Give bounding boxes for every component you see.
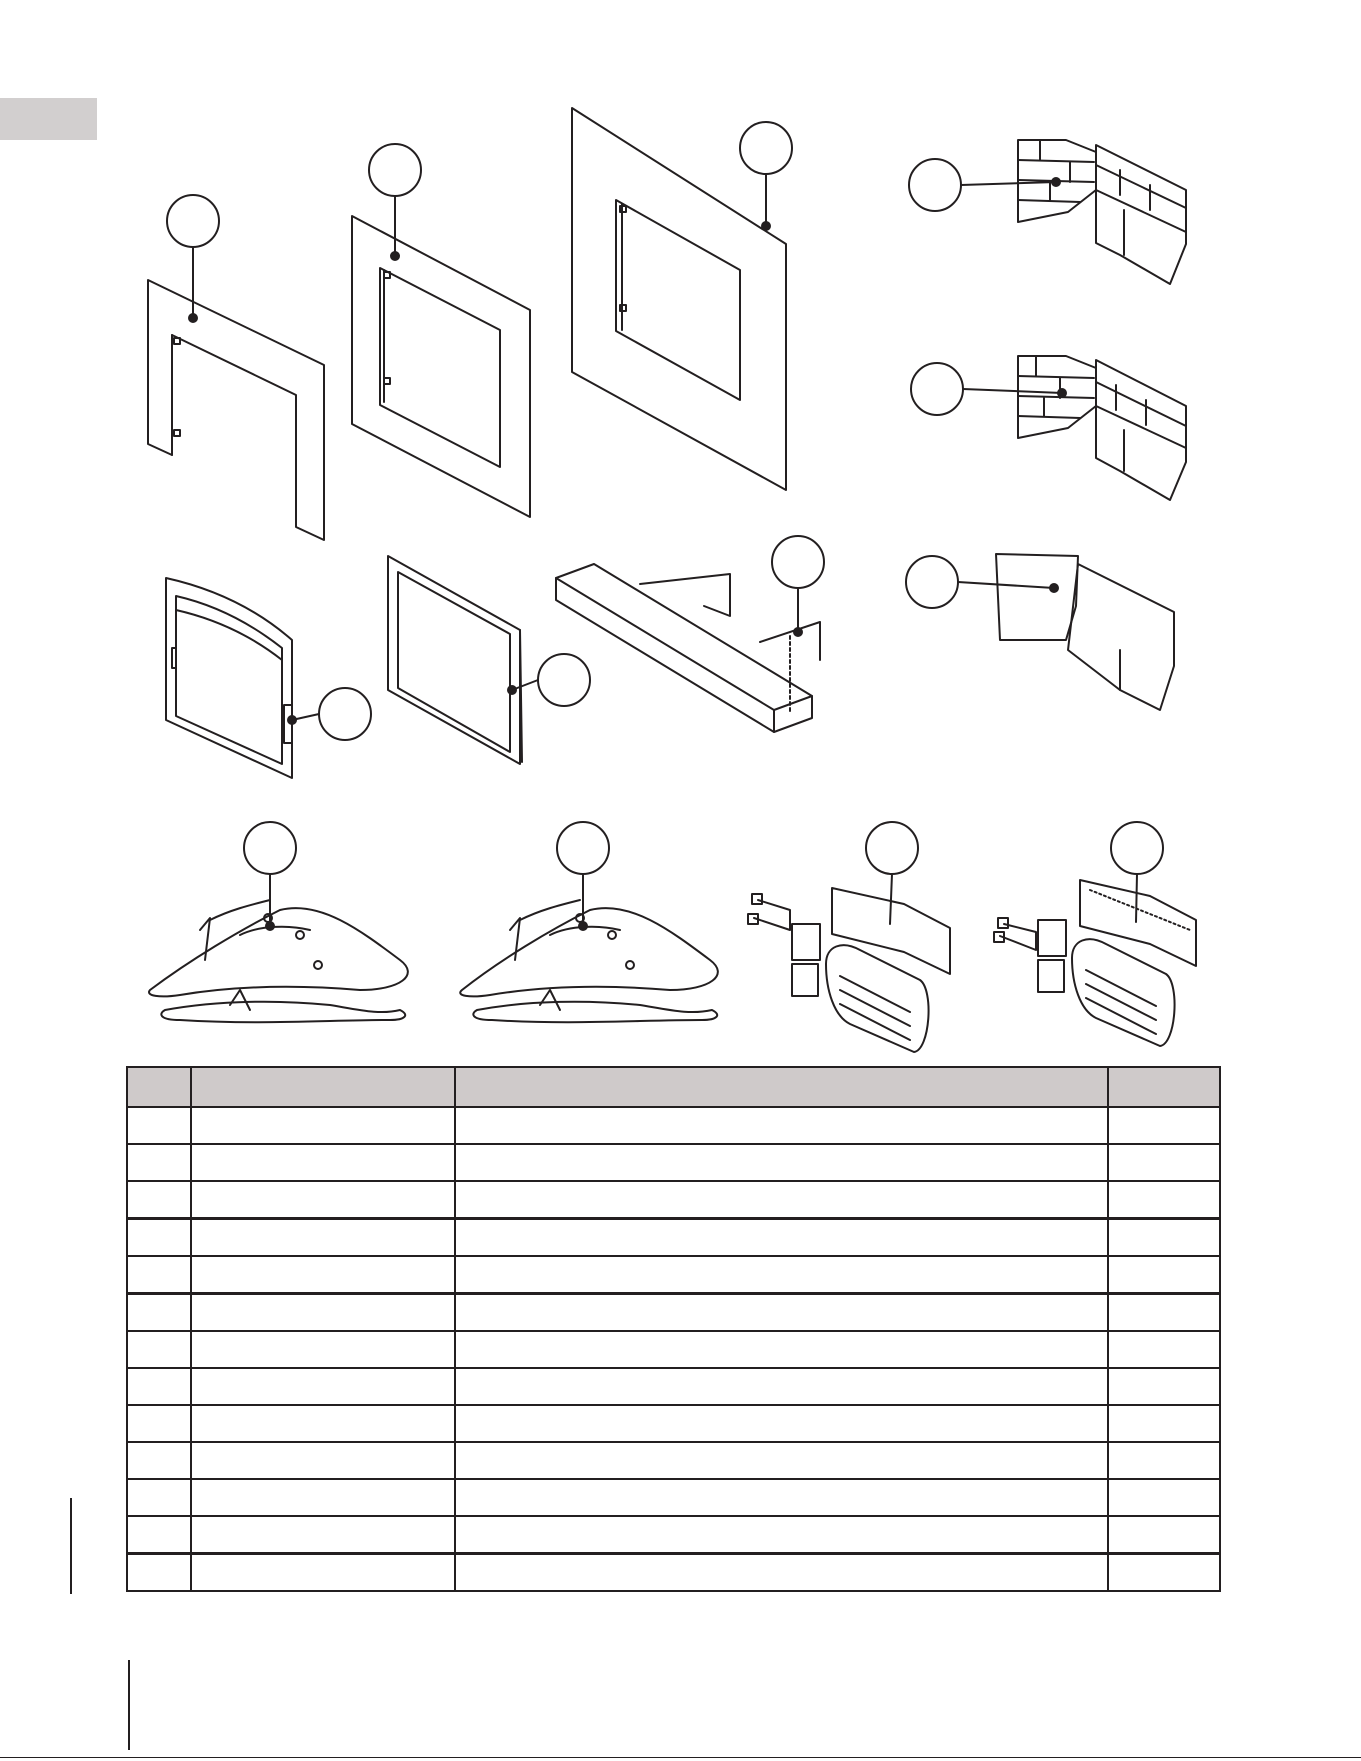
table-row	[127, 1516, 1220, 1554]
cell-part-number	[191, 1219, 455, 1257]
callout-11	[557, 822, 609, 930]
cell-part-number	[191, 1181, 455, 1219]
table-row	[127, 1479, 1220, 1516]
cell-qty	[1108, 1479, 1220, 1516]
cell-description	[455, 1554, 1108, 1592]
mantel-part	[556, 564, 820, 732]
cell-part-number	[191, 1294, 455, 1332]
surround-arched-part	[148, 280, 324, 540]
parts-list-table	[126, 1066, 1221, 1592]
table-row	[127, 1181, 1220, 1219]
callout-2	[369, 144, 421, 260]
cell-description	[455, 1144, 1108, 1181]
footer-rule	[0, 1757, 1361, 1758]
cell-part-number	[191, 1368, 455, 1405]
callout-9	[772, 536, 824, 636]
cell-part-number	[191, 1516, 455, 1554]
surround-square-part	[352, 216, 530, 517]
surround-large-part	[572, 108, 786, 490]
callout-6	[906, 556, 1058, 608]
callout-5	[911, 363, 1066, 415]
cell-description	[455, 1479, 1108, 1516]
cell-description	[455, 1331, 1108, 1368]
table-row	[127, 1107, 1220, 1144]
cell-description	[455, 1294, 1108, 1332]
cell-qty	[1108, 1331, 1220, 1368]
cell-qty	[1108, 1219, 1220, 1257]
cell-part-number	[191, 1442, 455, 1479]
cell-qty	[1108, 1516, 1220, 1554]
cell-part-number	[191, 1331, 455, 1368]
cell-qty	[1108, 1405, 1220, 1442]
cell-ref	[127, 1516, 191, 1554]
table-row	[127, 1294, 1220, 1332]
cell-ref	[127, 1331, 191, 1368]
cell-description	[455, 1405, 1108, 1442]
brick-liner-part	[1018, 140, 1186, 284]
cell-ref	[127, 1107, 191, 1144]
cell-ref	[127, 1144, 191, 1181]
header-ref	[127, 1067, 191, 1107]
table-row	[127, 1144, 1220, 1181]
log-set-part-2	[460, 900, 718, 1022]
cell-ref	[127, 1442, 191, 1479]
table-row	[127, 1405, 1220, 1442]
cell-description	[455, 1442, 1108, 1479]
cell-ref	[127, 1405, 191, 1442]
cell-description	[455, 1516, 1108, 1554]
margin-marker	[70, 1498, 72, 1594]
callout-1	[167, 195, 219, 322]
cell-qty	[1108, 1294, 1220, 1332]
square-door-part	[388, 556, 522, 764]
cell-description	[455, 1107, 1108, 1144]
cell-ref	[127, 1219, 191, 1257]
cell-qty	[1108, 1554, 1220, 1592]
table-header-row	[127, 1067, 1220, 1107]
margin-marker-lower	[128, 1660, 130, 1750]
cell-ref	[127, 1554, 191, 1592]
callout-13	[1111, 822, 1163, 922]
table-row	[127, 1219, 1220, 1257]
cell-qty	[1108, 1442, 1220, 1479]
cell-description	[455, 1181, 1108, 1219]
table-row	[127, 1331, 1220, 1368]
table-row	[127, 1256, 1220, 1294]
cell-description	[455, 1256, 1108, 1294]
callout-3	[740, 122, 792, 230]
blower-part-2	[994, 880, 1196, 1046]
callout-4	[909, 159, 1060, 211]
header-description	[455, 1067, 1108, 1107]
cell-qty	[1108, 1256, 1220, 1294]
brick-liner-part-2	[1018, 356, 1186, 500]
cell-part-number	[191, 1107, 455, 1144]
arched-door-part	[166, 578, 292, 778]
cell-description	[455, 1219, 1108, 1257]
cell-ref	[127, 1256, 191, 1294]
callout-10	[244, 822, 296, 930]
cell-ref	[127, 1479, 191, 1516]
log-set-part	[149, 900, 408, 1022]
callout-7	[288, 688, 371, 740]
cell-part-number	[191, 1554, 455, 1592]
cell-ref	[127, 1181, 191, 1219]
table-row	[127, 1368, 1220, 1405]
panel-liner-part	[996, 554, 1174, 710]
cell-part-number	[191, 1479, 455, 1516]
table-row	[127, 1554, 1220, 1592]
header-part-number	[191, 1067, 455, 1107]
cell-qty	[1108, 1144, 1220, 1181]
cell-part-number	[191, 1144, 455, 1181]
cell-qty	[1108, 1368, 1220, 1405]
cell-part-number	[191, 1256, 455, 1294]
header-qty	[1108, 1067, 1220, 1107]
cell-ref	[127, 1368, 191, 1405]
blower-part	[748, 888, 950, 1052]
cell-qty	[1108, 1107, 1220, 1144]
cell-part-number	[191, 1405, 455, 1442]
table-row	[127, 1442, 1220, 1479]
cell-ref	[127, 1294, 191, 1332]
cell-qty	[1108, 1181, 1220, 1219]
callout-12	[866, 822, 918, 924]
cell-description	[455, 1368, 1108, 1405]
